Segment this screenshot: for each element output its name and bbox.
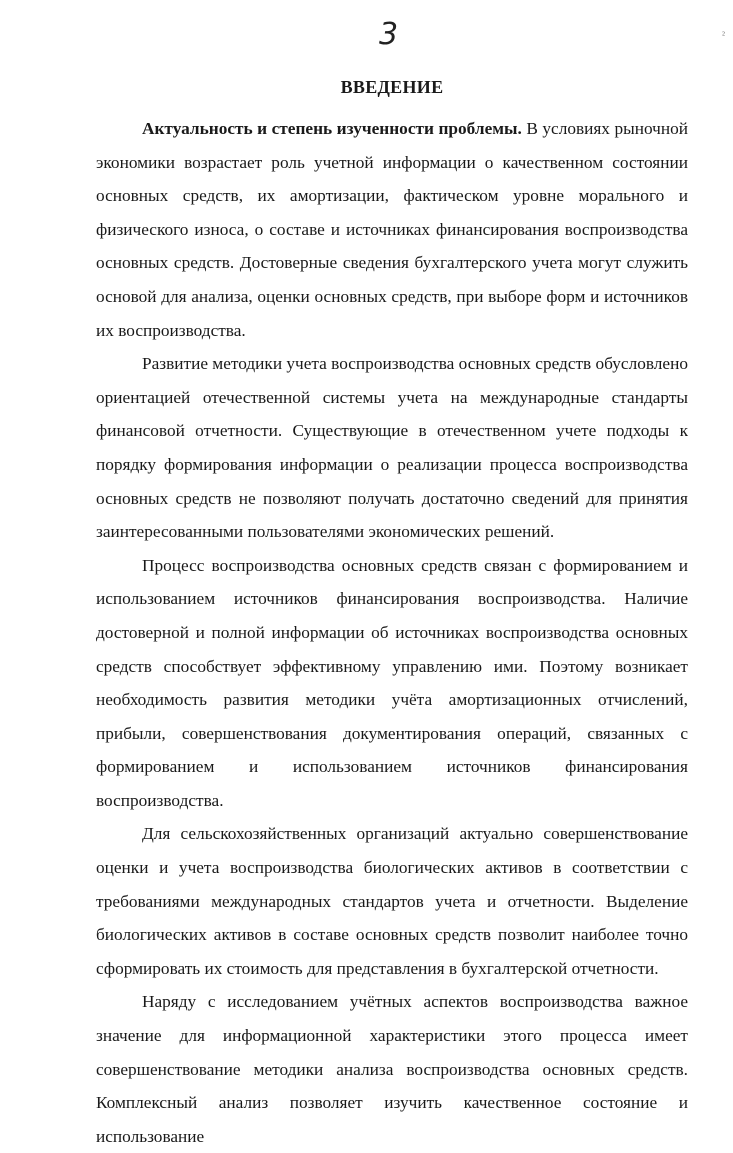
paragraph-3: Процесс воспроизводства основных средств связан с формированием и использованием источников финансирования воспроизводства. Наличие достоверной и полной информации об источниках воспроизводства основных средств способствует эффективному управлению ими. Поэтому возникает необходимость развития методики учёта амортизационных отчислений, прибыли, совершенствования документирования операций, связанных с формированием и использованием источников финансирования воспроизводства.	[96, 555, 688, 810]
corner-mark: ²	[722, 30, 725, 41]
paragraph-5: Наряду с исследованием учётных аспектов воспроизводства важное значение для информационной характеристики этого процесса имеет совершенствование методики анализа воспроизводства основных средств. Комплексный анализ позволяет изучить качественное состояние и использование	[96, 992, 688, 1146]
page-number: 3	[378, 17, 399, 52]
section-title: ВВЕДЕНИЕ	[340, 77, 444, 97]
paragraph-4: Для сельскохозяйственных организаций актуально совершенствование оценки и учета воспроизводства биологических активов в соответствии с требованиями международных стандартов учета и отчетности. Выделение биологических активов в составе основных средств позволит наиболее точно сформировать их стоимость для представления в бухгалтерской отчетности.	[96, 824, 688, 978]
paragraph-1	[96, 112, 688, 347]
paragraph-2: Развитие методики учета воспроизводства основных средств обусловлено ориентацией отечественной системы учета на международные стандарты финансовой отчетности. Существующие в отечественном учете подходы к порядку формирования информации о реализации процесса воспроизводства основных средств не позволяют получать достаточно сведений для принятия заинтересованными пользователями экономических решений.	[96, 354, 688, 542]
document-body	[96, 76, 688, 1153]
paragraph-1-text: В условиях рыночной экономики возрастает роль учетной информации о качественном состоянии основных средств, их амортизации, фактическом уровне морального и физического износа, о составе и источниках финансирования воспроизводства основных средств. Достоверные сведения бухгалтерского учета могут служить основой для анализа, оценки основных средств, при выборе форм и источников их воспроизводства.	[96, 119, 688, 340]
paragraph-1-lead: Актуальность и степень изученности проблемы.	[142, 119, 522, 138]
